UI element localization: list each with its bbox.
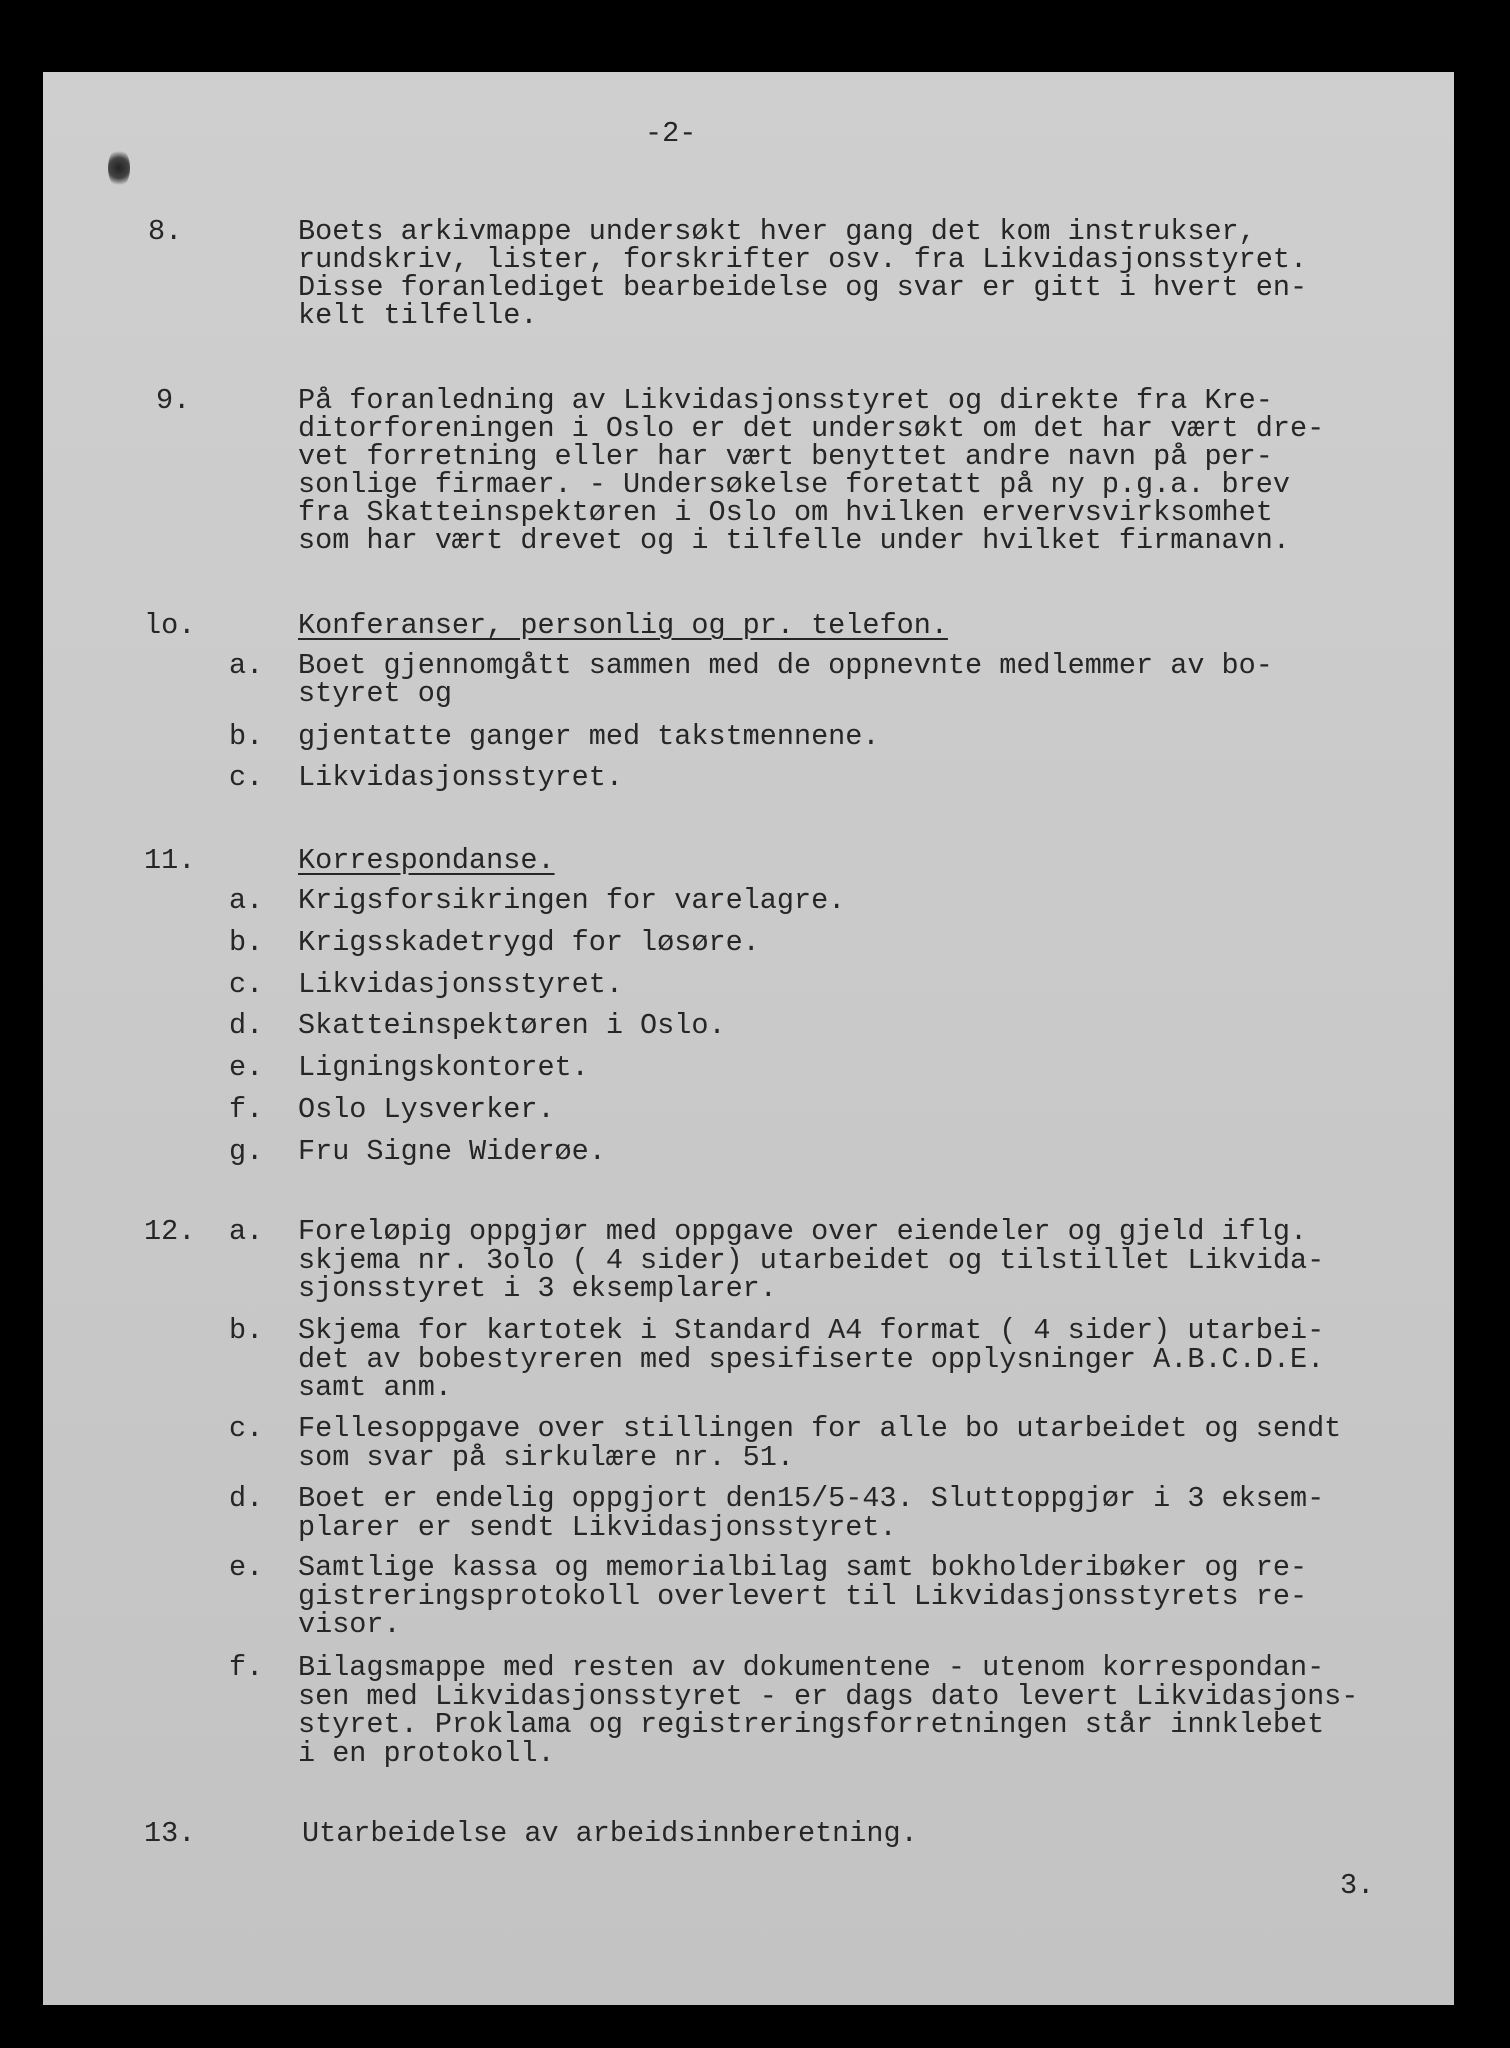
text-line: samt anm. [298, 1371, 452, 1404]
text-line: Boets arkivmappe undersøkt hver gang det kom instrukser, [298, 215, 1256, 248]
item-number: 11. [144, 844, 196, 877]
sub-item-letter: a. [229, 649, 264, 682]
text-line: Samtlige kassa og memorialbilag samt bokholderibøker og re- [298, 1551, 1308, 1584]
text-line: som svar på sirkulære nr. 51. [298, 1440, 794, 1474]
text-line: Bilagsmappe med resten av dokumentene - utenom korrespondan- [298, 1651, 1325, 1684]
item-number: 12. [144, 1215, 196, 1248]
text-line: plarer er sendt Likvidasjonsstyret. [298, 1510, 897, 1544]
text-line: visor. [298, 1608, 401, 1641]
text-line: Boet er endelig oppgjort den15/5-43. Sluttoppgjør i 3 eksem- [298, 1482, 1325, 1515]
section-heading: Korrespondanse. [298, 844, 555, 877]
sub-item-letter: e. [229, 1051, 264, 1085]
text-line: ditorforeningen i Oslo er det undersøkt om det har vært dre- [298, 412, 1325, 445]
text-line: Skjema for kartotek i Standard A4 format ( 4 sider) utarbei- [298, 1314, 1325, 1347]
item-number: 8. [148, 215, 183, 248]
item-number: 9. [156, 384, 191, 417]
sub-item-letter: c. [229, 967, 264, 1001]
text-line: skjema nr. 3olo ( 4 sider) utarbeidet og tilstillet Likvida- [298, 1243, 1325, 1277]
text-line: sonlige firmaer. - Undersøkelse foretatt på ny p.g.a. brev [298, 468, 1290, 501]
text-line: gistreringsprotokoll overlevert til Likvidasjonsstyrets re- [298, 1579, 1308, 1613]
sub-item-letter: b. [229, 1314, 264, 1347]
continuation-marker: 3. [1340, 1869, 1375, 1902]
text-line: sen med Likvidasjonsstyret - er dags dato levert Likvidasjons- [298, 1679, 1359, 1713]
ink-smudge [108, 148, 130, 188]
text-line: Boet gjennomgått sammen med de oppnevnte medlemmer av bo- [298, 649, 1273, 682]
sub-item-letter: b. [229, 720, 264, 753]
text-line: På foranledning av Likvidasjonsstyret og direkte fra Kre- [298, 384, 1273, 417]
sub-item-letter: d. [229, 1482, 264, 1515]
item-number: lo. [144, 609, 196, 642]
text-line: Skatteinspektøren i Oslo. [298, 1009, 726, 1043]
text-line: Krigsforsikringen for varelagre. [298, 884, 846, 917]
text-line: Oslo Lysverker. [298, 1093, 555, 1126]
sub-item-letter: g. [229, 1134, 264, 1168]
sub-item-letter: a. [229, 1215, 264, 1248]
sub-item-letter: c. [229, 1412, 264, 1445]
text-line: Foreløpig oppgjør med oppgave over eiendeler og gjeld iflg. [298, 1215, 1308, 1248]
text-line: det av bobestyreren med spesifiserte opplysninger A.B.C.D.E. [298, 1342, 1325, 1376]
sub-item-letter: d. [229, 1009, 264, 1043]
sub-item-letter: f. [229, 1093, 264, 1126]
text-line: Utarbeidelse av arbeidsinnberetning. [302, 1817, 918, 1850]
text-line: vet forretning eller har vært benyttet andre navn på per- [298, 440, 1273, 473]
text-line: styret. Proklama og registreringsforretningen står innklebet [298, 1708, 1325, 1741]
text-line: gjentatte ganger med takstmennene. [298, 720, 880, 753]
section-heading: Konferanser, personlig og pr. telefon. [298, 609, 948, 642]
item-number: 13. [144, 1817, 196, 1850]
text-line: Likvidasjonsstyret. [298, 761, 623, 794]
text-line: i en protokoll. [298, 1736, 555, 1770]
sub-item-letter: a. [229, 884, 264, 917]
text-line: kelt tilfelle. [298, 299, 538, 332]
page-number: -2- [645, 117, 697, 150]
text-line: Fellesoppgave over stillingen for alle bo utarbeidet og sendt [298, 1412, 1342, 1445]
text-line: Krigsskadetrygd for løsøre. [298, 925, 760, 959]
text-line: rundskriv, lister, forskrifter osv. fra Likvidasjonsstyret. [298, 243, 1308, 276]
text-line: Ligningskontoret. [298, 1051, 589, 1085]
sub-item-letter: e. [229, 1551, 264, 1584]
text-line: som har vært drevet og i tilfelle under hvilket firmanavn. [298, 524, 1290, 557]
text-line: Disse foranlediget bearbeidelse og svar er gitt i hvert en- [298, 271, 1308, 304]
text-line: styret og [298, 677, 452, 710]
text-line: fra Skatteinspektøren i Oslo om hvilken ervervsvirksomhet [298, 496, 1273, 529]
sub-item-letter: c. [229, 761, 264, 794]
text-line: Fru Signe Widerøe. [298, 1134, 606, 1168]
text-line: sjonsstyret i 3 eksemplarer. [298, 1272, 777, 1305]
sub-item-letter: f. [229, 1651, 264, 1684]
text-line: Likvidasjonsstyret. [298, 967, 623, 1001]
sub-item-letter: b. [229, 925, 264, 959]
